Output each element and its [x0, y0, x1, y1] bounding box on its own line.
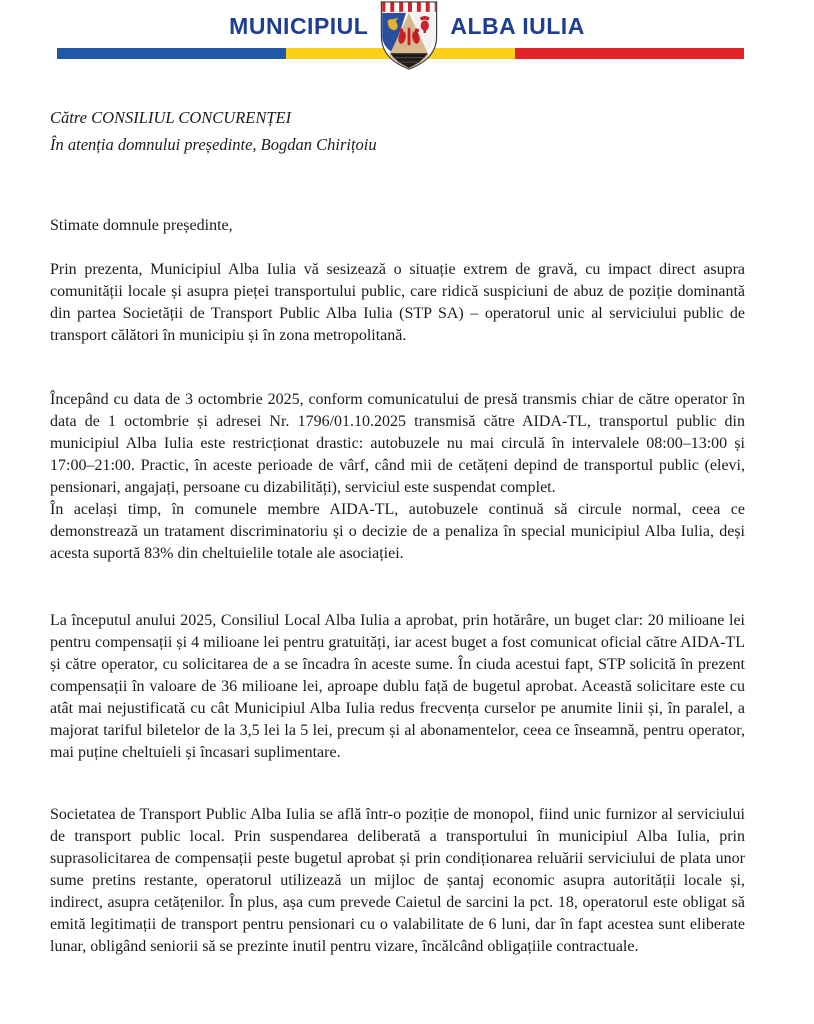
flag-stripe-blue: [57, 48, 286, 59]
paragraph-situation: [50, 259, 745, 347]
header-brand-row: [0, 0, 814, 70]
recipient-line-1: Către CONSILIUL CONCURENȚEI: [50, 108, 292, 127]
romanian-flag-stripe: [57, 48, 744, 59]
municipality-header: [0, 0, 814, 70]
recipient-line-2: În atenția domnului președinte, Bogdan Chirițoiu: [50, 135, 377, 154]
paragraph-restrictions: [50, 389, 745, 565]
paragraph-text: În același timp, în comunele membre AIDA-TL, autobuzele continuă să circule normal, ceea ce demonstrează un tratament discriminatoriu și o decizie de a penaliza în special municipiul Alba Iulia, deși acesta suportă 83% din cheltuielile totale ale asociației.: [50, 501, 745, 562]
paragraph-text: Societatea de Transport Public Alba Iulia se află într-o poziție de monopol, fiind unic furnizor al serviciului de transport public local. Prin suspendarea deliberată a transportului în municipiul Alba Iulia, prin suprasolicitarea de compensații peste bugetul aprobat și prin condiționarea reluării serviciului de plata unor sume pretins restante, operatorul utilizează un mijloc de șantaj economic asupra autorității locale și, indirect, asupra cetățenilor. În plus, așa cum prevede Caietul de sarcini la pct. 18, operatorul este obligat să emită legitimații de transport pentru pensionari cu o valabilitate de 6 luni, dar în fapt acestea sunt eliberate lunar, obligând seniorii să se prezinte inutil pentru vizare, încălcând obligațiile contractuale.: [50, 806, 745, 955]
flag-stripe-red: [515, 48, 744, 59]
paragraph-text: La începutul anului 2025, Consiliul Local Alba Iulia a aprobat, prin hotărâre, un buget clar: 20 milioane lei pentru compensații și 4 milioane lei pentru gratuități, iar acest buget a fost comunicat oficial către AIDA-TL și către operator, cu solicitarea de a se încadra în aceste sume. În ciuda acestui fapt, STP solicită în prezent compensații în valoare de 36 milioane lei, aproape dublu față de bugetul aprobat. Această solicitare este cu atât mai nejustificată cu cât Municipiul Alba Iulia redus frecvența curselor pe anumite linii și, în paralel, a majorat tariful biletelor de la 3,5 lei la 5 lei, precum și al abonamentelor, ceea ce înseamnă, pentru operator, mai puține cheltuieli și încasari suplimentare.: [50, 612, 745, 761]
brand-text-left: MUNICIPIUL: [229, 13, 369, 39]
recipient-block: [50, 104, 745, 158]
paragraph-budget: [50, 610, 745, 764]
coat-of-arms-icon: [377, 1, 441, 70]
salutation: Stimate domnule președinte,: [50, 217, 233, 234]
flag-stripe-yellow: [286, 48, 515, 59]
letter-body: [0, 104, 814, 958]
paragraph-monopoly: [50, 804, 745, 958]
paragraph-text: Prin prezenta, Municipiul Alba Iulia vă sesizează o situație extrem de gravă, cu impact direct asupra comunității locale și asupra pieței transportului public, care ridică suspiciuni de abuz de poziție dominantă din partea Societății de Transport Public Alba Iulia (STP SA) – operatorul unic al serviciului public de transport călători în municipiu și în zona metropolitană.: [50, 261, 745, 344]
paragraph-text: Începând cu data de 3 octombrie 2025, conform comunicatului de presă transmis chiar de către operator în data de 1 octombrie și adresei Nr. 1796/01.10.2025 transmisă către AIDA-TL, transportul public din municipiul Alba Iulia este restricționat drastic: autobuzele nu mai circulă în intervalele 08:00–13:00 și 17:00–21:00. Practic, în aceste perioade de vârf, când mii de cetățeni depind de transportul public (elevi, pensionari, angajați, persoane cu dizabilități), serviciul este suspendat complet.: [50, 391, 745, 496]
brand-text-right: ALBA IULIA: [450, 13, 585, 39]
